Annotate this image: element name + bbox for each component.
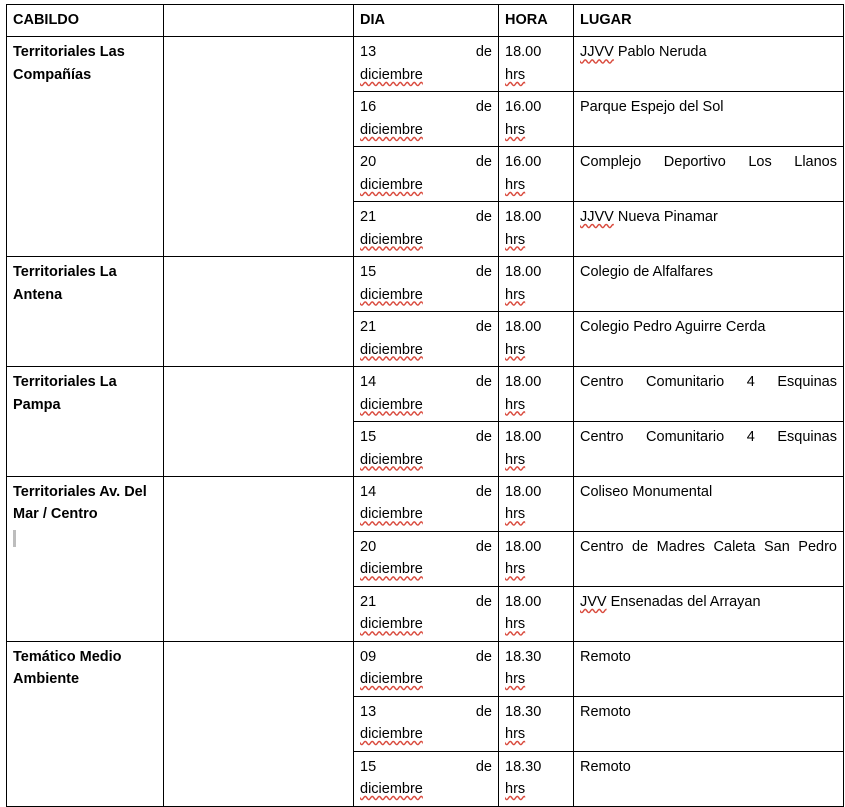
empty-column-cell: [164, 367, 354, 477]
date-day: 15 de: [360, 429, 492, 446]
place-cell: JVV Ensenadas del Arrayan: [574, 586, 844, 641]
date-month: diciembre: [360, 451, 423, 468]
date-day: 21 de: [360, 209, 492, 226]
time-cell: [499, 422, 574, 477]
date-day: 13 de: [360, 703, 492, 720]
time-value: 18.00: [505, 264, 542, 281]
empty-column-cell: [164, 476, 354, 641]
time-cell: [499, 147, 574, 202]
time-value: 18.00: [505, 44, 542, 61]
place-cell: Complejo Deportivo Los Llanos: [574, 147, 844, 202]
place-cell: Parque Espejo del Sol: [574, 92, 844, 147]
time-unit: hrs: [505, 176, 526, 193]
place-abbreviation: JVV: [580, 593, 607, 610]
time-value: 18.00: [505, 319, 542, 336]
table-row: [7, 257, 844, 312]
document-page: [0, 4, 845, 798]
time-cell: [499, 312, 574, 367]
date-month: diciembre: [360, 506, 423, 523]
cabildo-group-label: Territoriales La Pampa: [7, 367, 164, 477]
text-cursor: [13, 530, 16, 547]
date-month: diciembre: [360, 286, 423, 303]
place-cell: Centro Comunitario 4 Esquinas: [574, 422, 844, 477]
date-cell: [354, 92, 499, 147]
empty-column-cell: [164, 37, 354, 257]
time-value: 18.00: [505, 593, 542, 610]
date-month: diciembre: [360, 671, 423, 688]
date-day: 13 de: [360, 44, 492, 61]
date-cell: [354, 367, 499, 422]
cabildo-group-label: Territoriales Las Compañías: [7, 37, 164, 257]
time-unit: hrs: [505, 451, 526, 468]
time-value: 18.00: [505, 538, 542, 555]
place-cell: Remoto: [574, 696, 844, 751]
date-month: diciembre: [360, 231, 423, 248]
date-cell: [354, 37, 499, 92]
time-unit: hrs: [505, 726, 526, 743]
time-cell: [499, 202, 574, 257]
time-cell: [499, 476, 574, 531]
time-value: 16.00: [505, 154, 542, 171]
time-unit: hrs: [505, 616, 526, 633]
date-month: diciembre: [360, 66, 423, 83]
date-cell: [354, 751, 499, 806]
time-cell: [499, 586, 574, 641]
date-day: 16 de: [360, 99, 492, 116]
time-unit: hrs: [505, 506, 526, 523]
date-day: 15 de: [360, 264, 492, 281]
time-value: 18.30: [505, 648, 542, 665]
date-cell: [354, 476, 499, 531]
time-unit: hrs: [505, 671, 526, 688]
date-day: 15 de: [360, 758, 492, 775]
date-cell: [354, 696, 499, 751]
date-day: 21 de: [360, 593, 492, 610]
time-cell: [499, 751, 574, 806]
time-unit: hrs: [505, 231, 526, 248]
date-cell: [354, 202, 499, 257]
time-value: 18.30: [505, 758, 542, 775]
time-cell: [499, 257, 574, 312]
date-month: diciembre: [360, 561, 423, 578]
column-header-lugar: LUGAR: [574, 5, 844, 37]
table-row: [7, 367, 844, 422]
time-cell: [499, 37, 574, 92]
time-cell: [499, 641, 574, 696]
time-value: 18.00: [505, 209, 542, 226]
date-month: diciembre: [360, 726, 423, 743]
time-cell: [499, 696, 574, 751]
cabildo-schedule-table: [6, 4, 844, 807]
date-cell: [354, 312, 499, 367]
empty-column-cell: [164, 641, 354, 806]
cabildo-group-label: Territoriales La Antena: [7, 257, 164, 367]
cabildo-group-label: Territoriales Av. Del Mar / Centro: [7, 476, 164, 641]
place-cell: Coliseo Monumental: [574, 476, 844, 531]
date-cell: [354, 531, 499, 586]
empty-column-cell: [164, 257, 354, 367]
place-cell: Remoto: [574, 641, 844, 696]
place-cell: JJVV Pablo Neruda: [574, 37, 844, 92]
date-day: 14 de: [360, 483, 492, 500]
date-day: 21 de: [360, 319, 492, 336]
column-header-blank: [164, 5, 354, 37]
column-header-hora: HORA: [499, 5, 574, 37]
date-cell: [354, 586, 499, 641]
date-month: diciembre: [360, 396, 423, 413]
date-day: 14 de: [360, 374, 492, 391]
date-day: 20 de: [360, 538, 492, 555]
date-cell: [354, 641, 499, 696]
time-cell: [499, 367, 574, 422]
date-month: diciembre: [360, 781, 423, 798]
time-unit: hrs: [505, 286, 526, 303]
place-abbreviation: JJVV: [580, 209, 614, 226]
table-header-row: [7, 5, 844, 37]
table-row: [7, 476, 844, 531]
time-cell: [499, 92, 574, 147]
table-row: [7, 641, 844, 696]
date-cell: [354, 257, 499, 312]
time-value: 18.00: [505, 429, 542, 446]
place-cell: Colegio Pedro Aguirre Cerda: [574, 312, 844, 367]
place-cell: Remoto: [574, 751, 844, 806]
time-cell: [499, 531, 574, 586]
time-unit: hrs: [505, 396, 526, 413]
date-month: diciembre: [360, 176, 423, 193]
date-month: diciembre: [360, 616, 423, 633]
time-unit: hrs: [505, 66, 526, 83]
table-row: [7, 37, 844, 92]
cabildo-group-label: Temático Medio Ambiente: [7, 641, 164, 806]
date-cell: [354, 147, 499, 202]
date-month: diciembre: [360, 121, 423, 138]
date-day: 09 de: [360, 648, 492, 665]
time-unit: hrs: [505, 341, 526, 358]
time-unit: hrs: [505, 121, 526, 138]
place-cell: Colegio de Alfalfares: [574, 257, 844, 312]
time-value: 18.00: [505, 483, 542, 500]
column-header-cabildo: CABILDO: [7, 5, 164, 37]
time-unit: hrs: [505, 561, 526, 578]
place-cell: JJVV Nueva Pinamar: [574, 202, 844, 257]
time-value: 16.00: [505, 99, 542, 116]
time-unit: hrs: [505, 781, 526, 798]
column-header-dia: DIA: [354, 5, 499, 37]
date-month: diciembre: [360, 341, 423, 358]
date-day: 20 de: [360, 154, 492, 171]
place-cell: Centro Comunitario 4 Esquinas: [574, 367, 844, 422]
time-value: 18.30: [505, 703, 542, 720]
place-cell: Centro de Madres Caleta San Pedro: [574, 531, 844, 586]
place-abbreviation: JJVV: [580, 44, 614, 61]
time-value: 18.00: [505, 374, 542, 391]
date-cell: [354, 422, 499, 477]
table-body: [7, 37, 844, 806]
